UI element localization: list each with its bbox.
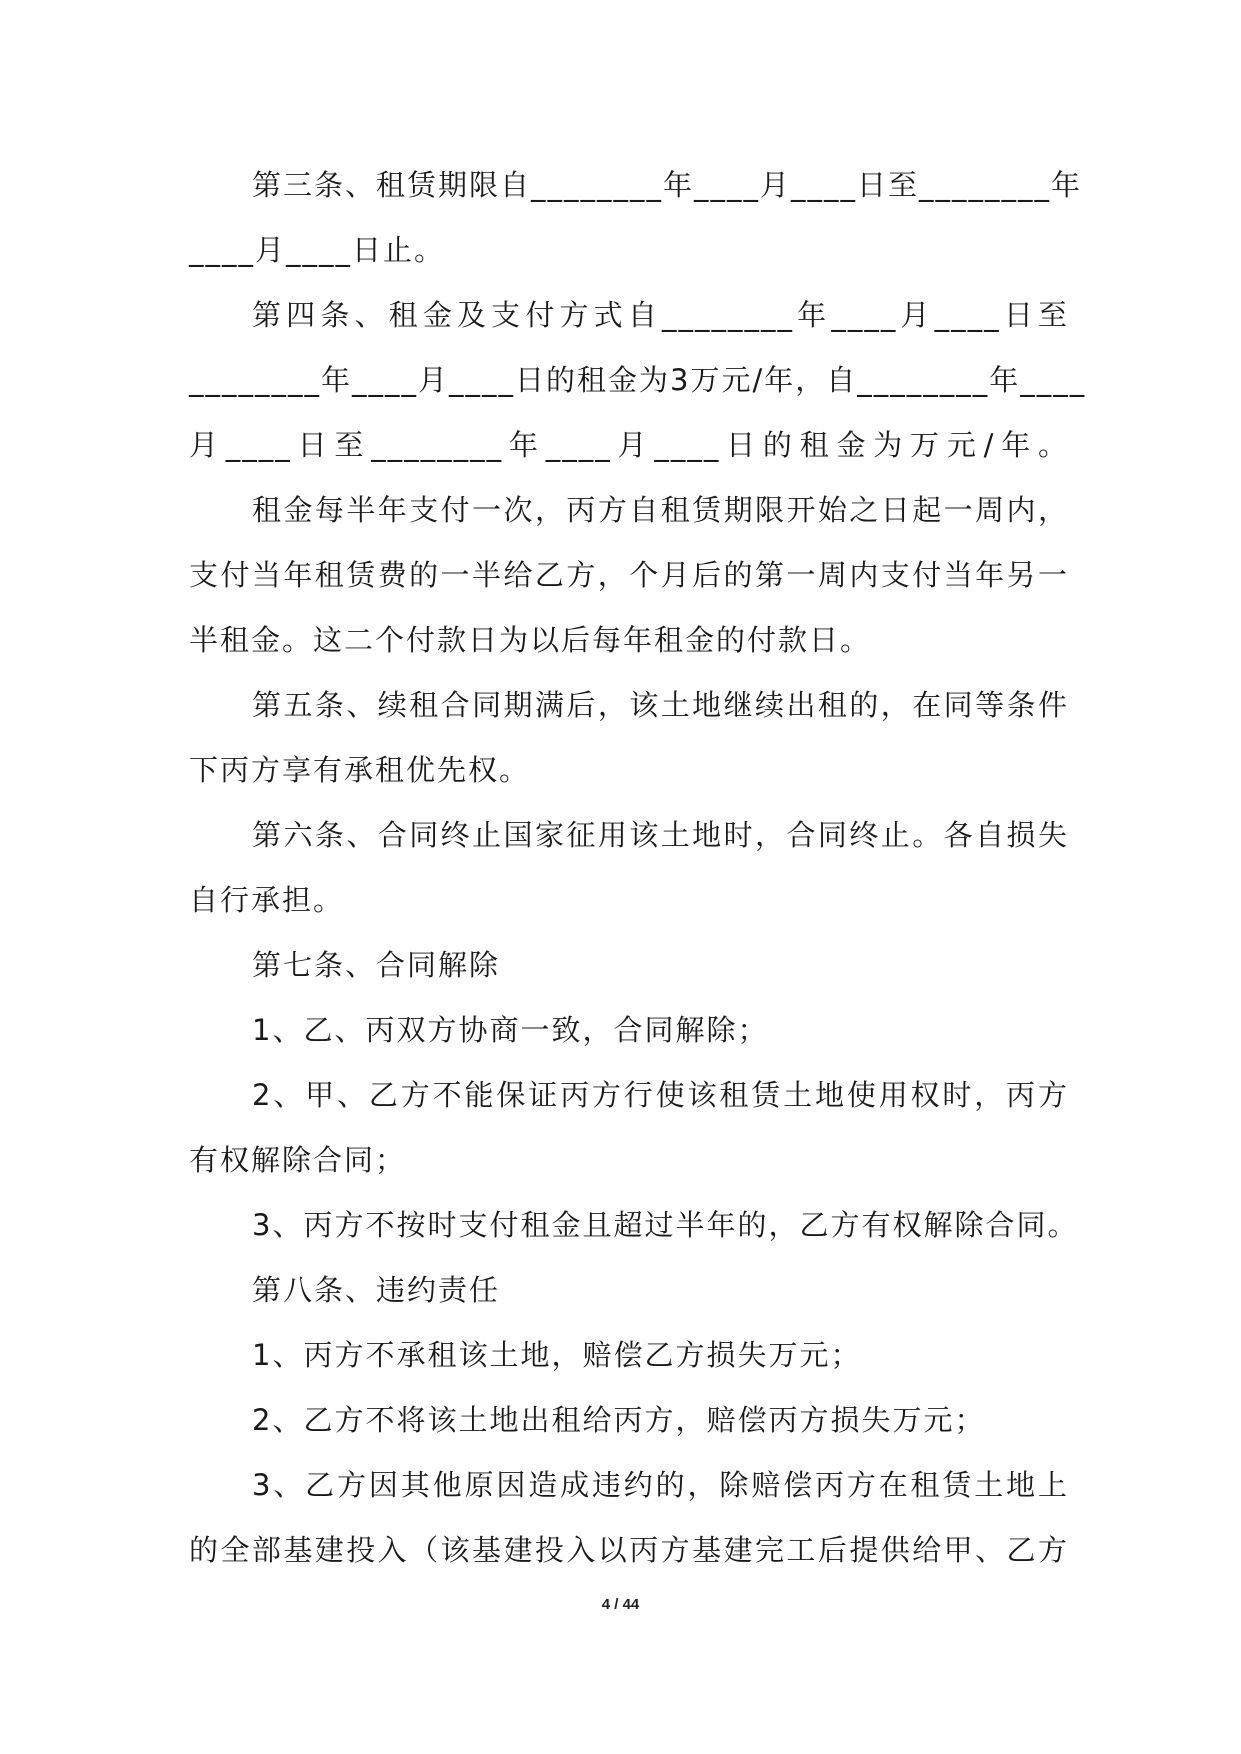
text-line: 第七条、合同解除 — [252, 948, 501, 982]
text-line: 月____日至________年____月____日的租金为万元/年。 — [189, 428, 1069, 462]
text-line: 第四条、租金及支付方式自________年____月____日至 — [252, 298, 1069, 332]
text-line: 第六条、合同终止国家征用该土地时，合同终止。各自损失 — [252, 818, 1069, 852]
page-number: 4 / 44 — [601, 1596, 640, 1613]
text-line: 的全部基建投入（该基建投入以丙方基建完工后提供给甲、乙方 — [189, 1533, 1069, 1567]
text-line: ________年____月____日的租金为3万元/年，自________年____ — [189, 363, 1087, 397]
text-line: 第三条、租赁期限自________年____月____日至________年 — [252, 168, 1083, 202]
text-line: ____月____日止。 — [189, 233, 446, 267]
text-line: 2、乙方不将该土地出租给丙方，赔偿丙方损失万元； — [252, 1403, 986, 1437]
text-line: 半租金。这二个付款日为以后每年租金的付款日。 — [189, 623, 872, 657]
text-line: 下丙方享有承租优先权。 — [189, 753, 531, 787]
text-line: 自行承担。 — [189, 883, 345, 917]
text-line: 3、丙方不按时支付租金且超过半年的，乙方有权解除合同。 — [252, 1208, 1079, 1242]
text-line: 第八条、违约责任 — [252, 1273, 501, 1307]
text-line: 3、乙方因其他原因造成违约的，除赔偿丙方在租赁土地上 — [252, 1468, 1069, 1502]
text-line: 2、甲、乙方不能保证丙方行使该租赁土地使用权时，丙方 — [252, 1078, 1069, 1112]
text-line: 1、乙、丙双方协商一致，合同解除； — [252, 1013, 769, 1047]
text-line: 租金每半年支付一次，丙方自租赁期限开始之日起一周内， — [252, 493, 1069, 527]
text-line: 第五条、续租合同期满后，该土地继续出租的，在同等条件 — [252, 688, 1069, 722]
text-line: 有权解除合同； — [189, 1143, 407, 1177]
text-line: 支付当年租赁费的一半给乙方，个月后的第一周内支付当年另一 — [189, 558, 1069, 592]
text-line: 1、丙方不承租该土地，赔偿乙方损失万元； — [252, 1338, 862, 1372]
